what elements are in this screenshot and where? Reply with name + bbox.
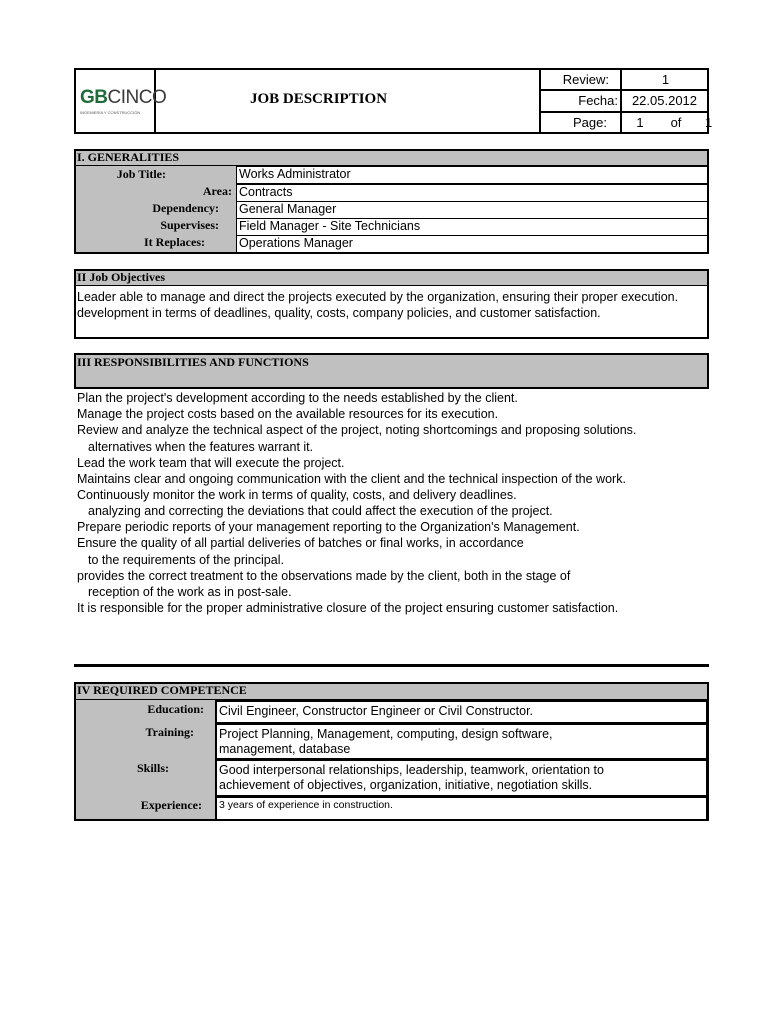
responsibility-line: Lead the work team that will execute the project.	[77, 456, 345, 470]
supervises-value: Field Manager - Site Technicians	[236, 218, 708, 236]
supervises-label: Supervises:	[160, 218, 219, 232]
objectives-heading-bar	[76, 271, 707, 286]
responsibility-line: Prepare periodic reports of your management reporting to the Organization's Management.	[77, 520, 580, 534]
experience-value: 3 years of experience in construction.	[215, 796, 708, 821]
logo-name: CINCO	[107, 87, 167, 108]
responsibility-line: It is responsible for the proper administrative closure of the project ensuring customer satisfaction.	[77, 601, 619, 615]
responsibility-line: Continuously monitor the work in terms of quality, costs, and delivery deadlines.	[77, 488, 517, 502]
training-line-2: management, database	[219, 742, 351, 756]
responsibility-line: Manage the project costs based on the available resources for its execution.	[77, 407, 499, 421]
header-row-line-2	[539, 111, 709, 113]
page-total: 1	[705, 115, 713, 130]
competence-heading: IV REQUIRED COMPETENCE	[77, 683, 247, 697]
responsibility-line: to the requirements of the principal.	[88, 553, 284, 567]
responsibility-line: provides the correct treatment to the observations made by the client, both in the stage of	[77, 569, 571, 583]
logo-brand: GB	[80, 87, 108, 108]
skills-line-2: achievement of objectives, organization, initiative, negotiation skills.	[219, 778, 593, 792]
dependency-value: General Manager	[236, 201, 708, 219]
objectives-line-2: development in terms of deadlines, quality, costs, company policies, and customer satisfaction.	[77, 306, 601, 320]
date-label: Fecha:	[578, 93, 618, 108]
date-value: 22.05.2012	[631, 93, 698, 108]
dependency-label: Dependency:	[152, 201, 219, 215]
generalities-heading: I. GENERALITIES	[77, 150, 180, 164]
page-current: 1	[636, 115, 644, 130]
section-divider	[74, 664, 709, 667]
training-line-1: Project Planning, Management, computing, design software,	[219, 727, 553, 741]
area-label: Area:	[202, 184, 232, 198]
training-value	[215, 723, 708, 760]
skills-line-1: Good interpersonal relationships, leadership, teamwork, orientation to	[219, 763, 604, 777]
training-label: Training:	[145, 725, 194, 739]
education-label: Education:	[147, 702, 204, 716]
education-value: Civil Engineer, Constructor Engineer or Civil Constructor.	[215, 700, 708, 724]
area-value: Contracts	[236, 184, 708, 202]
responsibility-line: Plan the project's development according to the needs established by the client.	[77, 391, 518, 405]
review-label: Review:	[562, 72, 609, 87]
replaces-label: It Replaces:	[144, 235, 205, 249]
document-title: JOB DESCRIPTION	[249, 91, 388, 107]
responsibility-line: Maintains clear and ongoing communication with the client and the technical inspection of the work.	[77, 472, 626, 486]
objectives-line-1: Leader able to manage and direct the projects executed by the organization, ensuring their proper execution.	[77, 290, 679, 304]
replaces-value: Operations Manager	[236, 235, 708, 253]
responsibility-line: reception of the work as in post-sale.	[88, 585, 292, 599]
page-label: Page:	[573, 115, 607, 130]
responsibility-line: analyzing and correcting the deviations that could affect the execution of the project.	[88, 504, 553, 518]
header-row-line-1	[539, 89, 709, 91]
review-value: 1	[661, 72, 670, 87]
experience-label: Experience:	[140, 798, 202, 812]
skills-label: Skills:	[136, 761, 169, 775]
job-title-label: Job Title:	[116, 167, 166, 181]
responsibility-line: Ensure the quality of all partial deliveries of batches or final works, in accordance	[77, 536, 524, 550]
responsibility-line: Review and analyze the technical aspect of the project, noting shortcomings and proposing solutions.	[77, 423, 637, 437]
responsibilities-heading: III RESPONSIBILITIES AND FUNCTIONS	[77, 355, 309, 369]
job-title-value: Works Administrator	[236, 166, 708, 184]
page-of: of	[670, 115, 682, 130]
objectives-heading: II Job Objectives	[77, 270, 165, 284]
logo-tagline: INGENIERÍA Y CONSTRUCCIÓN	[80, 110, 141, 115]
responsibility-line: alternatives when the features warrant it.	[88, 440, 314, 454]
skills-value	[215, 759, 708, 797]
company-logo	[80, 87, 167, 122]
